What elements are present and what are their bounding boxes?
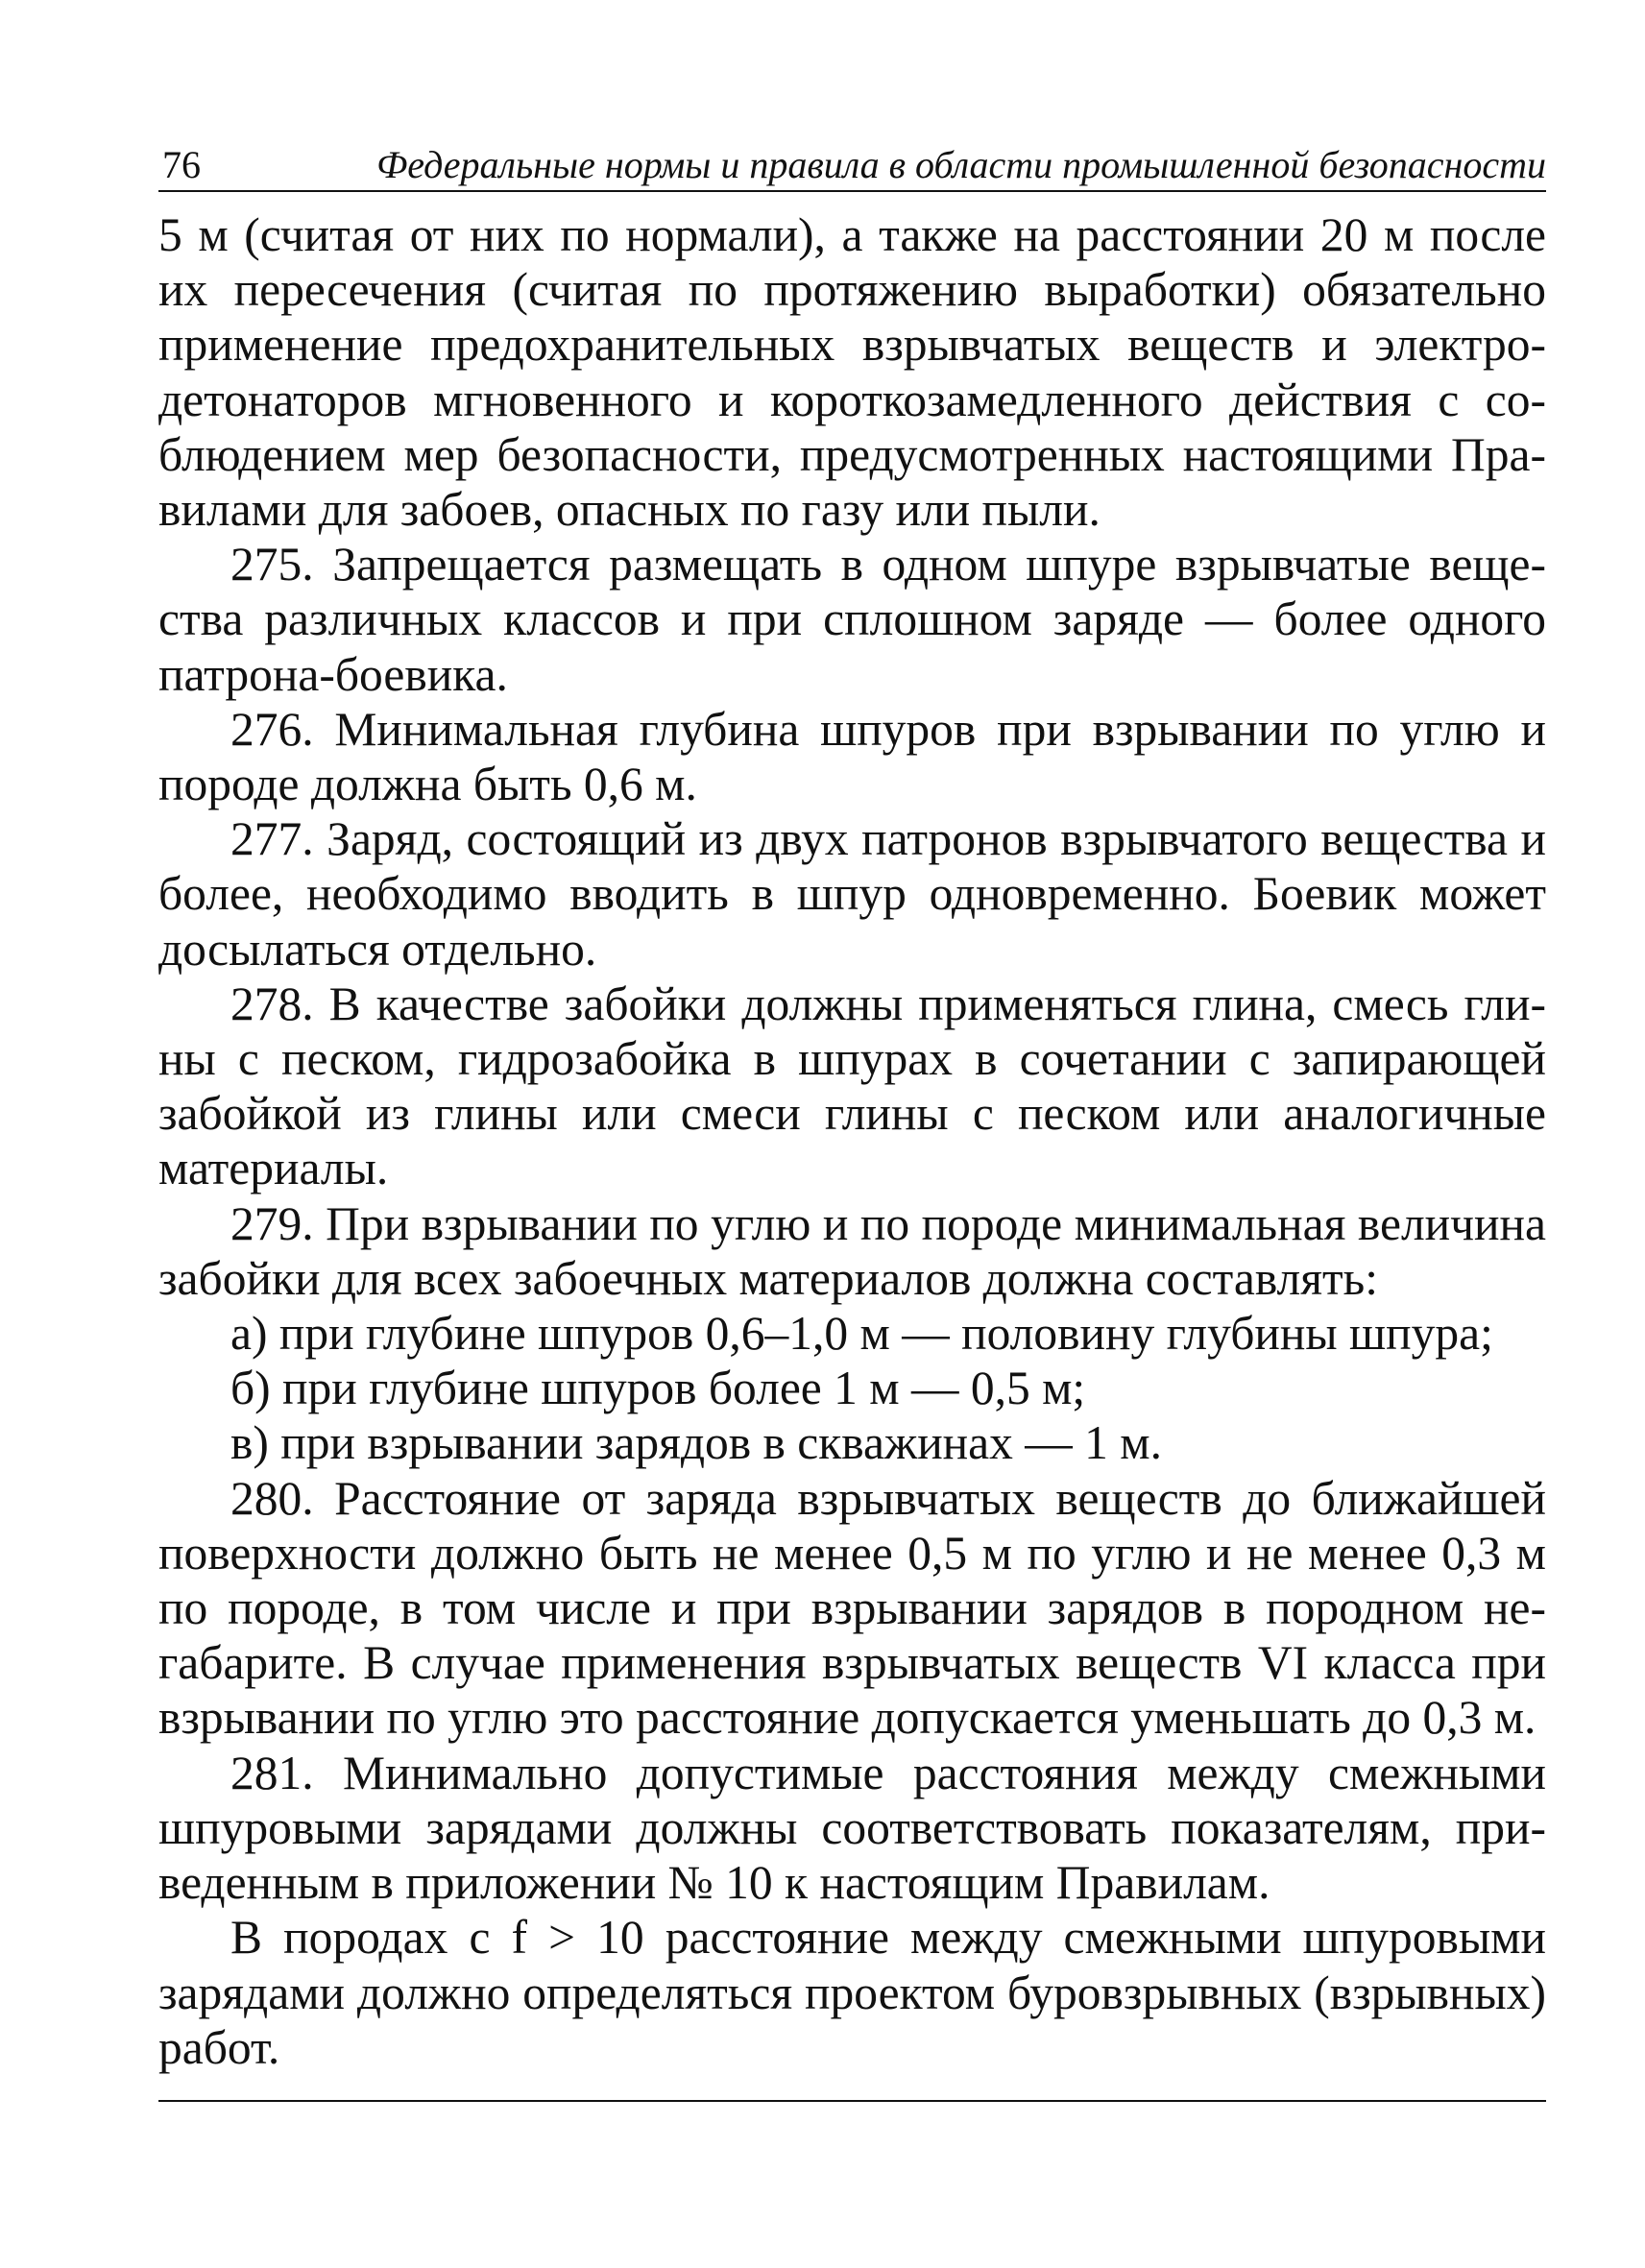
page-number: 76 [162,143,201,186]
paragraph-279: 279. При взрывании по углю и по породе минимальная величина забойки для всех забоечных материалов должна составлять: [158,1196,1546,1305]
body-text [158,207,1546,2075]
running-header [158,144,1546,192]
list-item-279-c: в) при взрывании зарядов в скважинах — 1 м. [230,1416,1162,1470]
paragraph-278: 278. В качестве забойки должны применяться глина, смесь глины с песком, гидрозабойка в шпурах в сочетании с запирающей забойкой из глины или смеси глины с песком или аналогичные материалы. [158,977,1546,1195]
bottom-divider [158,2100,1546,2102]
paragraph-277: 277. Заряд, состоящий из двух патронов взрывчатого вещества и более, необходимо вводить в шпур одновременно. Боевик может досылаться отдельно. [158,812,1546,976]
list-item-279-a: а) при глубине шпуров 0,6–1,0 м — половину глубины шпура; [230,1307,1493,1361]
paragraph-275: 275. Запрещается размещать в одном шпуре взрывчатые вещества различных классов и при сплошном заряде — более одного патрона-боевика. [158,538,1546,701]
paragraph-276: 276. Минимальная глубина шпуров при взрывании по углю и породе должна быть 0,6 м. [158,702,1546,811]
running-header-title: Федеральные нормы и правила в области промышленной безопасности [376,143,1546,186]
paragraph-281-continuation: В породах с f > 10 расстояние между смежными шпуровыми зарядами должно определяться проектом буровзрывных (взрывных) работ. [158,1911,1546,2074]
paragraph-281: 281. Минимально допустимые расстояния между смежными шпуровыми зарядами должны соответствовать показателям, приведенным в приложении № 10 к настоящим Правилам. [158,1746,1546,1910]
paragraph-continuation: 5 м (считая от них по нормали), а также на расстоянии 20 м после их пересечения (считая по протяжению выработки) обязательно применение предохранительных взрывчатых веществ и электродетонаторов мгновенного и короткозамедленного действия с соблюдением мер безопасности, предусмотренных настоящими Правилами для забоев, опасных по газу или пыли. [158,208,1546,537]
list-item-279-b: б) при глубине шпуров более 1 м — 0,5 м; [230,1362,1086,1415]
paragraph-280: 280. Расстояние от заряда взрывчатых веществ до ближайшей поверхности должно быть не менее 0,5 м по углю и не менее 0,3 м по породе, в том числе и при взрывании зарядов в породном негабарите. В случае применения взрывчатых веществ VI класса при взрывании по углю это расстояние допускается уменьшать до 0,3 м. [158,1471,1546,1745]
page [158,144,1546,2075]
